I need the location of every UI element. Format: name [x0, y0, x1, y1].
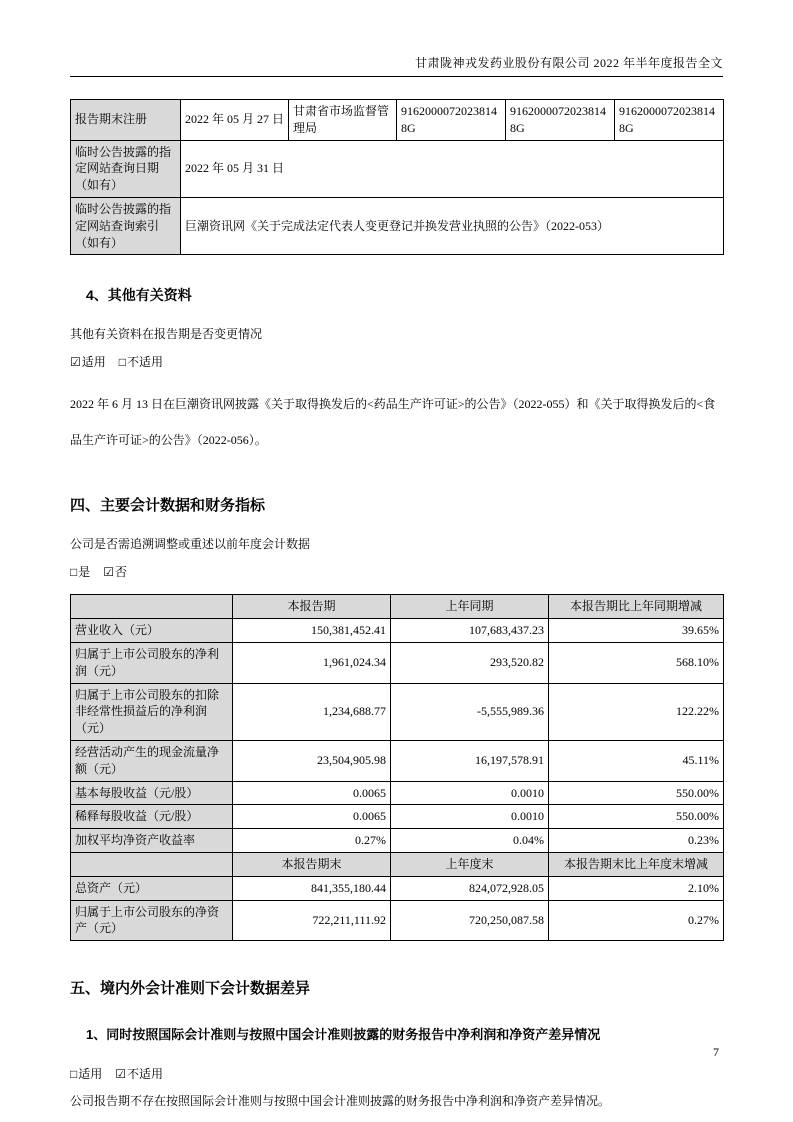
section4-title: 4、其他有关资料	[86, 287, 192, 304]
value-cell: 550.00%	[549, 781, 724, 805]
column-header: 本报告期比上年同期增减	[549, 595, 724, 619]
value-cell: 107,683,437.23	[391, 619, 549, 643]
checkbox-checked-icon: ☑	[103, 565, 115, 580]
row-label: 报告期末注册	[71, 100, 181, 141]
section4-question: 其他有关资料在报告期是否变更情况	[70, 327, 263, 342]
value-cell: 0.0065	[233, 805, 391, 829]
option-label: 不适用	[127, 1067, 164, 1082]
report-title: 甘肃陇神戎发药业股份有限公司 2022 年半年度报告全文	[414, 56, 723, 70]
option-not-applicable	[119, 355, 163, 369]
value-cell: 0.0065	[233, 781, 391, 805]
option-applicable	[70, 355, 106, 369]
table-row	[71, 740, 724, 781]
page-number: 7	[713, 1045, 719, 1059]
checkbox-checked-icon: ☑	[70, 355, 81, 370]
value-cell: 722,211,111.92	[233, 900, 391, 941]
value-cell: 568.10%	[549, 642, 724, 683]
option-label: 适用	[81, 355, 106, 370]
value-cell: 824,072,928.05	[391, 876, 549, 900]
value-cell: 0.04%	[391, 829, 549, 853]
row-label: 经营活动产生的现金流量净额（元）	[71, 740, 233, 781]
option-yes	[70, 565, 90, 579]
option-not-applicable	[115, 1067, 163, 1081]
section-fin-applicability-line	[70, 563, 723, 580]
section5-subtitle: 1、同时按照国际会计准则与按照中国会计准则披露的财务报告中净利润和净资产差异情况	[86, 1027, 601, 1043]
value-cell: 122.22%	[549, 683, 724, 740]
table-row	[71, 781, 724, 805]
table-row	[71, 642, 724, 683]
value-cell: 2.10%	[549, 876, 724, 900]
checkbox-unchecked-icon: □	[70, 1067, 78, 1082]
row-label: 归属于上市公司股东的扣除非经常性损益后的净利润（元）	[71, 683, 233, 740]
option-no	[103, 565, 127, 579]
corner-cell	[71, 852, 233, 876]
section5-title: 五、境内外会计准则下会计数据差异	[70, 980, 311, 998]
checkbox-checked-icon: ☑	[115, 1067, 127, 1082]
option-applicable	[70, 1067, 102, 1081]
table-row	[71, 829, 724, 853]
value-cell: 45.11%	[549, 740, 724, 781]
section5-applicability-line	[70, 1065, 723, 1082]
table-row	[71, 619, 724, 643]
row-label: 稀释每股收益（元/股）	[71, 805, 233, 829]
value-cell: 720,250,087.58	[391, 900, 549, 941]
value-cell: 1,961,024.34	[233, 642, 391, 683]
section4-paragraph: 2022 年 6 月 13 日在巨潮资讯网披露《关于取得换发后的<药品生产许可证>的公告》（2022-055）和《关于取得换发后的<食品生产许可证>的公告》（2022-056）。	[70, 397, 716, 448]
table-row	[71, 140, 724, 197]
option-label: 是	[78, 565, 91, 580]
row-label: 总资产（元）	[71, 876, 233, 900]
row-label: 营业收入（元）	[71, 619, 233, 643]
cell-query-date: 2022 年 05 月 31 日	[181, 140, 724, 197]
column-header: 本报告期末	[233, 852, 391, 876]
cell-credit-code: 91620000720238148G	[397, 100, 506, 141]
option-label: 否	[115, 565, 128, 580]
value-cell: 550.00%	[549, 805, 724, 829]
row-label: 归属于上市公司股东的净利润（元）	[71, 642, 233, 683]
value-cell: 841,355,180.44	[233, 876, 391, 900]
row-label: 归属于上市公司股东的净资产（元）	[71, 900, 233, 941]
cell-query-index: 巨潮资讯网《关于完成法定代表人变更登记并换发营业执照的公告》（2022-053）	[181, 197, 724, 254]
value-cell: 150,381,452.41	[233, 619, 391, 643]
value-cell: 0.27%	[549, 900, 724, 941]
option-label: 适用	[78, 1067, 103, 1082]
column-header: 上年度末	[391, 852, 549, 876]
table-header-row	[71, 595, 724, 619]
cell-credit-code: 91620000720238148G	[615, 100, 724, 141]
row-label: 临时公告披露的指定网站查询日期（如有）	[71, 140, 181, 197]
checkbox-unchecked-icon: □	[70, 565, 78, 580]
option-label: 不适用	[127, 355, 164, 370]
value-cell: 293,520.82	[391, 642, 549, 683]
value-cell: 0.27%	[233, 829, 391, 853]
checkbox-unchecked-icon: □	[118, 355, 127, 370]
value-cell: 0.0010	[391, 781, 549, 805]
table-row	[71, 683, 724, 740]
table-row	[71, 100, 724, 141]
table-row	[71, 876, 724, 900]
corner-cell	[71, 595, 233, 619]
value-cell: 39.65%	[549, 619, 724, 643]
cell-registration-authority: 甘肃省市场监督管理局	[289, 100, 397, 141]
value-cell: 23,504,905.98	[233, 740, 391, 781]
cell-registration-date: 2022 年 05 月 27 日	[181, 100, 289, 141]
value-cell: 0.0010	[391, 805, 549, 829]
table-row	[71, 900, 724, 941]
section-fin-title: 四、主要会计数据和财务指标	[70, 497, 266, 515]
value-cell: 1,234,688.77	[233, 683, 391, 740]
value-cell: 0.23%	[549, 829, 724, 853]
table-header-row	[71, 852, 724, 876]
row-label: 临时公告披露的指定网站查询索引（如有）	[71, 197, 181, 254]
column-header: 本报告期末比上年度末增减	[549, 852, 724, 876]
section4-applicability-line	[70, 353, 723, 370]
value-cell: -5,555,989.36	[391, 683, 549, 740]
section5-paragraph: 公司报告期不存在按照国际会计准则与按照中国会计准则披露的财务报告中净利润和净资产差异情况。	[70, 1094, 611, 1109]
cell-credit-code: 91620000720238148G	[506, 100, 615, 141]
value-cell: 16,197,578.91	[391, 740, 549, 781]
document-header	[70, 54, 723, 77]
row-label: 加权平均净资产收益率	[71, 829, 233, 853]
table-row	[71, 197, 724, 254]
row-label: 基本每股收益（元/股）	[71, 781, 233, 805]
column-header: 上年同期	[391, 595, 549, 619]
financial-indicators-table	[70, 594, 724, 941]
column-header: 本报告期	[233, 595, 391, 619]
table-row	[71, 805, 724, 829]
section-fin-question: 公司是否需追溯调整或重述以前年度会计数据	[70, 537, 311, 552]
registration-info-table	[70, 99, 724, 255]
